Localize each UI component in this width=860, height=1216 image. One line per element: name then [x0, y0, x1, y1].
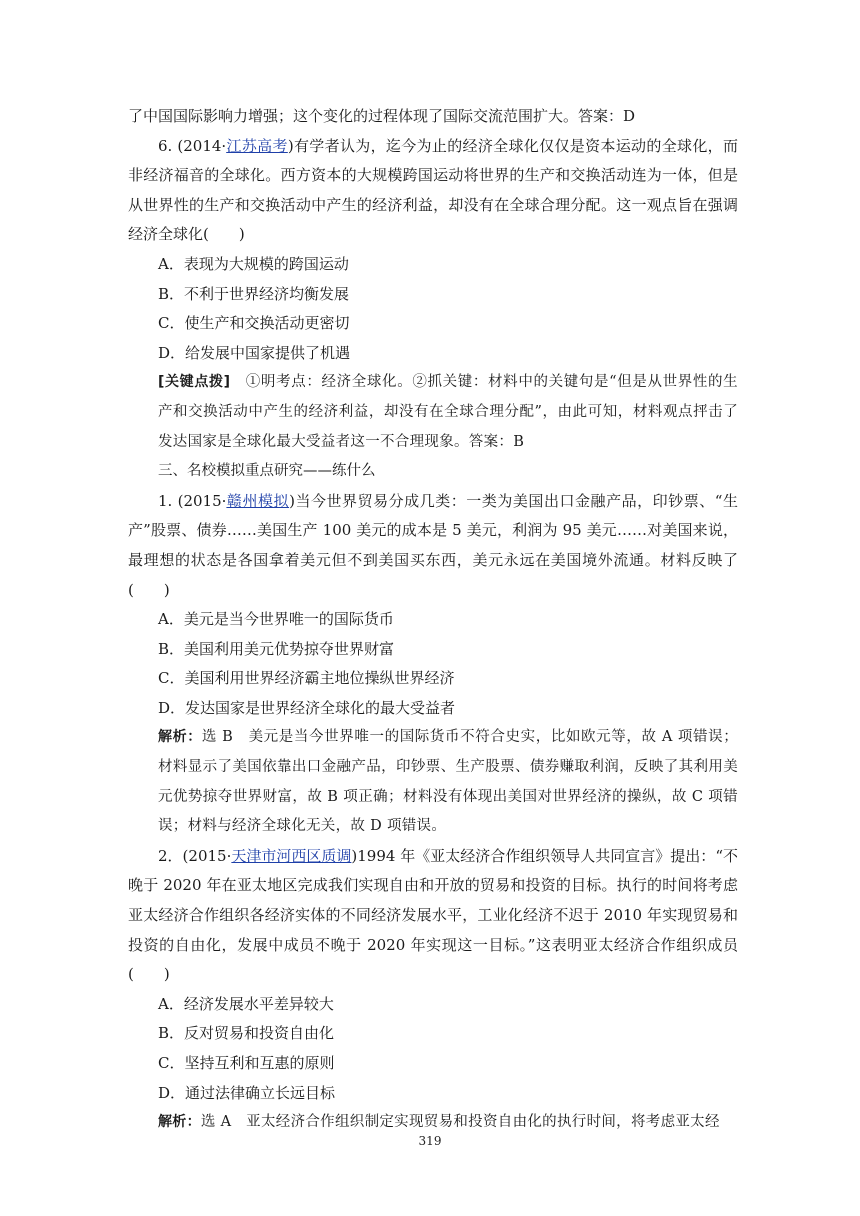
page-number: 319: [418, 1134, 442, 1148]
question-1-analysis-text: 选 B 美元是当今世界唯一的国际货币不符合史实，比如欧元等，故 A 项错误；材料显示了美国依靠出口金融产品，印钞票、生产股票、债券赚取利润，反映了其利用美元优势掠夺世界财富，故 B 项正确；材料没有体现出美国对世界经济的操纵，故 C 项错误；材料与经济全球化无关，故 D 项错误。: [158, 729, 738, 835]
question-1-option-a: A．美元是当今世界唯一的国际货币: [158, 610, 394, 629]
question-2-option-a: A．经济发展水平差异较大: [158, 994, 334, 1013]
question-6-option-d: D．给发展中国家提供了机遇: [158, 343, 351, 362]
question-2: [128, 842, 738, 990]
question-6-prefix: 6. (2014·: [158, 136, 227, 155]
question-6-option-b: B．不利于世界经济均衡发展: [158, 284, 350, 303]
question-2-option-c: C．坚持互利和互惠的原则: [158, 1054, 335, 1072]
question-2-option-d: D．通过法律确立长远目标: [158, 1083, 336, 1102]
question-2-text: )1994 年《亚太经济合作组织领导人共同宣言》提出：“不晚于 2020 年在亚太地区完成我们实现自由和开放的贸易和投资的目标。执行的时间将考虑亚太经济合作组织各经济实体的不同经济发展水平，工业化经济不迟于 2010 年实现贸易和投资的自由化，发展中成员不晚于 2020 年实现这一目标。”这表明亚太经济合作组织成员( ): [128, 846, 738, 984]
page-content: [128, 102, 738, 1138]
question-1-source-link[interactable]: 赣州模拟: [226, 491, 290, 510]
question-1-option-d: D．发达国家是世界经济全球化的最大受益者: [158, 698, 456, 717]
question-2-option-b: B．反对贸易和投资自由化: [158, 1024, 335, 1043]
question-6-source-link[interactable]: 江苏高考: [226, 136, 288, 155]
question-1-option-b: B．美国利用美元优势掠夺世界财富: [158, 639, 395, 658]
section-three-heading: 三、名校模拟重点研究——练什么: [158, 463, 376, 480]
question-2-prefix: 2．(2015·: [158, 846, 232, 865]
question-6-option-a: A．表现为大规模的跨国运动: [158, 254, 349, 273]
question-1-text: )当今世界贸易分成几类：一类为美国出口金融产品，印钞票、“生产”股票、债券……美国生产 100 美元的成本是 5 美元，利润为 95 美元……对美国来说，最理想的状态是各国拿着美元但不到美国买东西，美元永远在美国境外流通。材料反映了( ): [128, 491, 738, 599]
key-points-label: [关键点拨]: [158, 374, 231, 391]
question-1-option-c: C．美国利用世界经济霸主地位操纵世界经济: [158, 669, 455, 688]
question-1-analysis-label: 解析：: [158, 729, 202, 746]
question-2-analysis-label: 解析：: [158, 1114, 201, 1131]
question-6-key-points: [128, 368, 738, 457]
question-1: [128, 487, 738, 605]
question-1-analysis: [128, 723, 738, 841]
key-points-text: ①明考点：经济全球化。②抓关键：材料中的关键句是“但是从世界性的生产和交换活动中产生的经济利益，却没有在全球合理分配”，由此可知，材料观点抨击了发达国家是全球化最大受益者这一不合理现象。答案：B: [158, 374, 738, 450]
question-2-source-link[interactable]: 天津市河西区质调: [231, 846, 352, 865]
question-2-analysis-text: 选 A 亚太经济合作组织制定实现贸易和投资自由化的执行时间，将考虑亚太经: [200, 1114, 720, 1131]
continued-answer-line: 了中国国际影响力增强；这个变化的过程体现了国际交流范围扩大。答案：D: [128, 107, 636, 125]
question-6: [128, 132, 738, 250]
question-6-text: )有学者认为，迄今为止的经济全球化仅仅是资本运动的全球化，而非经济福音的全球化。西方资本的大规模跨国运动将世界的生产和交换活动连为一体，但是从世界性的生产和交换活动中产生的经济利益，却没有在全球合理分配。这一观点旨在强调经济全球化( ): [128, 136, 738, 244]
question-6-option-c: C．使生产和交换活动更密切: [158, 314, 350, 333]
question-1-prefix: 1. (2015·: [158, 491, 227, 510]
